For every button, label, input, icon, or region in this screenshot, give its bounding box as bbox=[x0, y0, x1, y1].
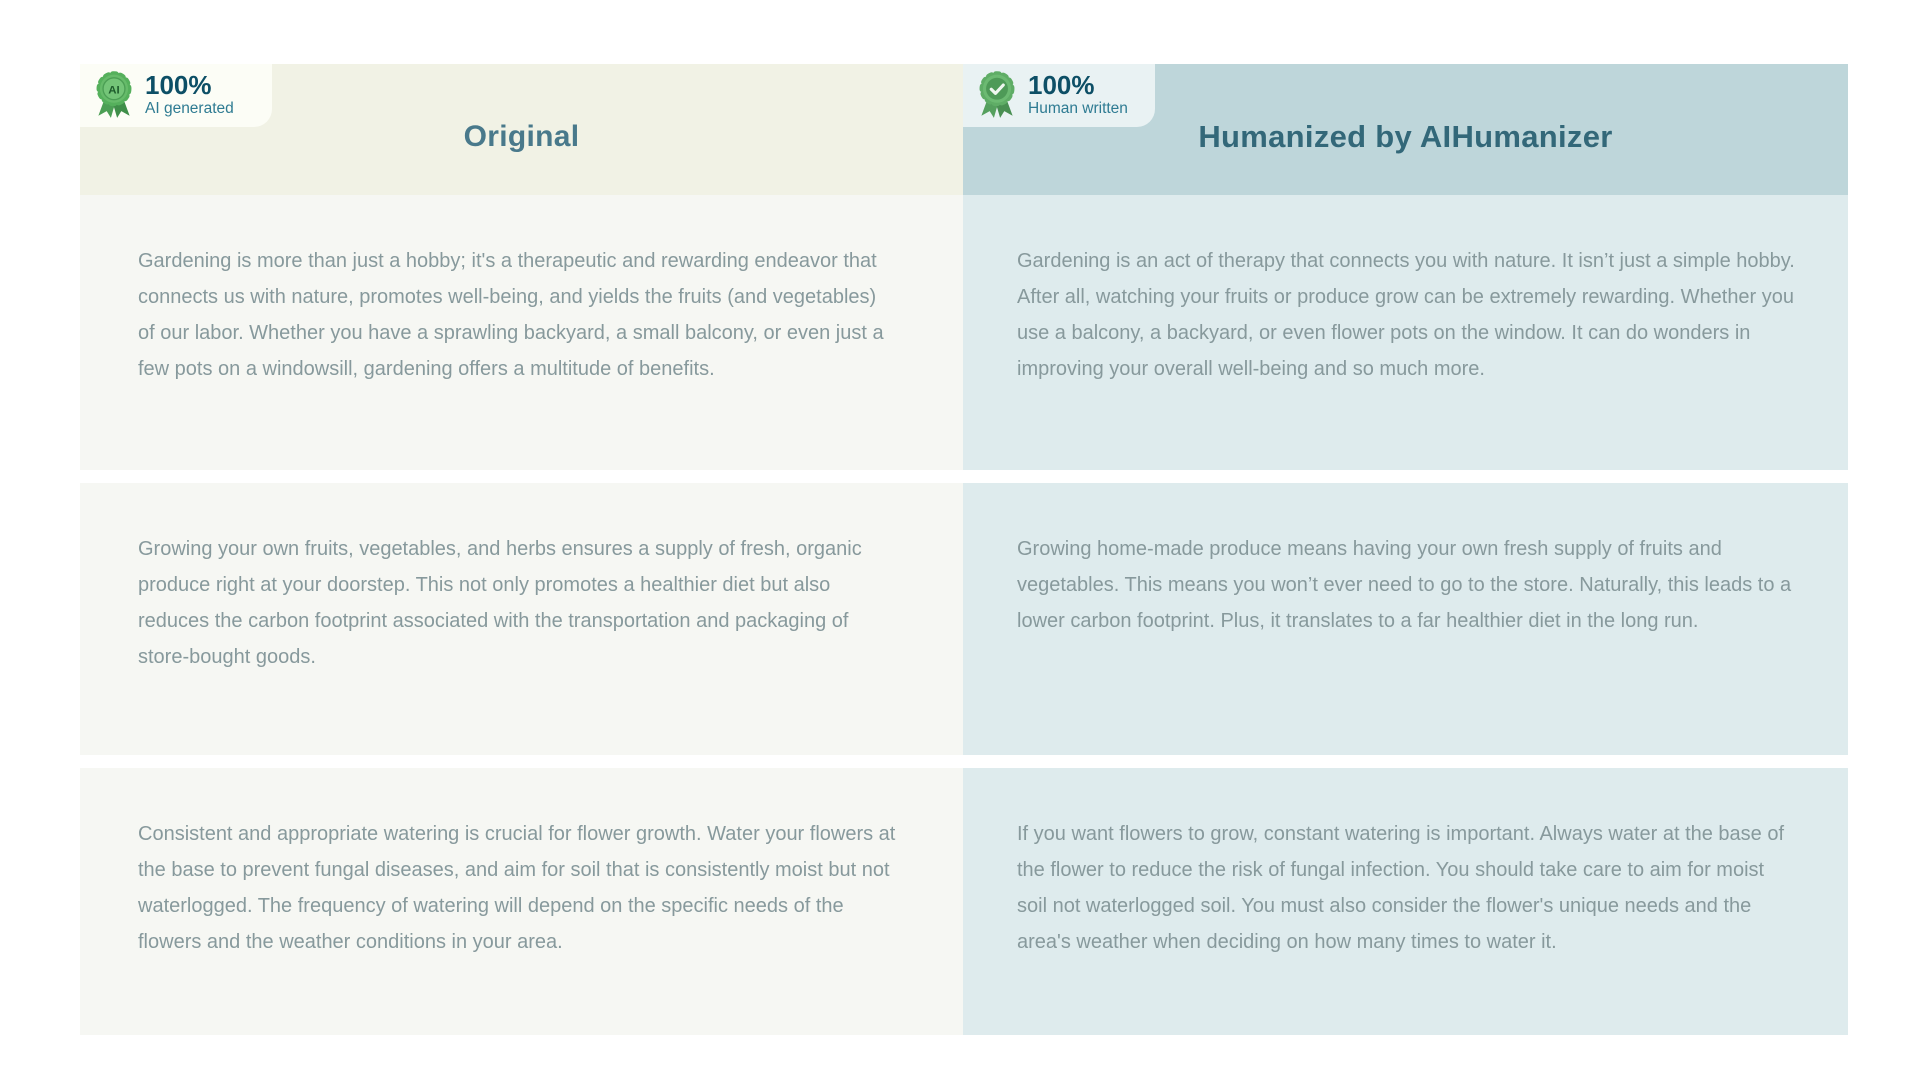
comparison-row-2 bbox=[80, 483, 1848, 755]
humanized-column-title: Humanized by AIHumanizer bbox=[1198, 118, 1613, 154]
humanized-text-cell-3 bbox=[963, 768, 1848, 1035]
original-paragraph-1: Gardening is more than just a hobby; it's a therapeutic and rewarding endeavor that connects us with nature, promotes well-being, and yields the fruits (and vegetables) of our labor. Whether you have a sprawling backyard, a small balcony, or even just a few pots on a windowsill, gardening offers a multitude of benefits. bbox=[138, 250, 884, 380]
ai-score-texts bbox=[145, 72, 234, 119]
humanized-paragraph-1: Gardening is an act of therapy that connects you with nature. It isn’t just a simple hobby. After all, watching your fruits or produce grow can be extremely rewarding. Whether you use a balcony, a backyard, or even flower pots on the window. It can do wonders in improving your overall well-being and so much more. bbox=[1017, 250, 1795, 380]
original-text-cell-1 bbox=[80, 195, 963, 470]
human-score-badge bbox=[963, 64, 1155, 127]
humanized-paragraph-2: Growing home-made produce means having your own fresh supply of fruits and vegetables. This means you won’t ever need to go to the store. Naturally, this leads to a lower carbon footprint. Plus, it translates to a far healthier diet in the long run. bbox=[1017, 538, 1792, 632]
original-paragraph-2: Growing your own fruits, vegetables, and herbs ensures a supply of fresh, organic produce right at your doorstep. This not only promotes a healthier diet but also reduces the carbon footprint associated with the transportation and packaging of store-bought goods. bbox=[138, 538, 862, 668]
humanized-text-cell-1 bbox=[963, 195, 1848, 470]
original-text-cell-2 bbox=[80, 483, 963, 755]
humanized-paragraph-3: If you want flowers to grow, constant watering is important. Always water at the base of the flower to reduce the risk of fungal infection. You should take care to aim for moist soil not waterlogged soil. You must also consider the flower's unique needs and the area's weather when deciding on how many times to water it. bbox=[1017, 823, 1785, 953]
original-column-title: Original bbox=[463, 119, 580, 153]
ai-score-value: 100% bbox=[145, 70, 212, 101]
human-score-texts bbox=[1028, 72, 1128, 119]
human-score-value: 100% bbox=[1028, 70, 1095, 101]
comparison-row-3 bbox=[80, 768, 1848, 1035]
original-column-header bbox=[80, 64, 963, 195]
check-ribbon-icon bbox=[976, 71, 1018, 121]
header-row bbox=[80, 64, 1848, 195]
human-score-label: Human written bbox=[1028, 100, 1128, 118]
ai-ribbon-icon-text: AI bbox=[108, 83, 120, 96]
humanized-text-cell-2 bbox=[963, 483, 1848, 755]
comparison-row-1 bbox=[80, 195, 1848, 470]
comparison-card bbox=[80, 64, 1848, 1035]
humanized-column-header bbox=[963, 64, 1848, 195]
ai-score-label: AI generated bbox=[145, 100, 234, 118]
ai-score-badge bbox=[80, 64, 272, 127]
ai-ribbon-icon bbox=[93, 71, 135, 121]
original-paragraph-3: Consistent and appropriate watering is crucial for flower growth. Water your flowers at the base to prevent fungal diseases, and aim for soil that is consistently moist but not waterlogged. The frequency of watering will depend on the specific needs of the flowers and the weather conditions in your area. bbox=[138, 823, 896, 953]
original-text-cell-3 bbox=[80, 768, 963, 1035]
